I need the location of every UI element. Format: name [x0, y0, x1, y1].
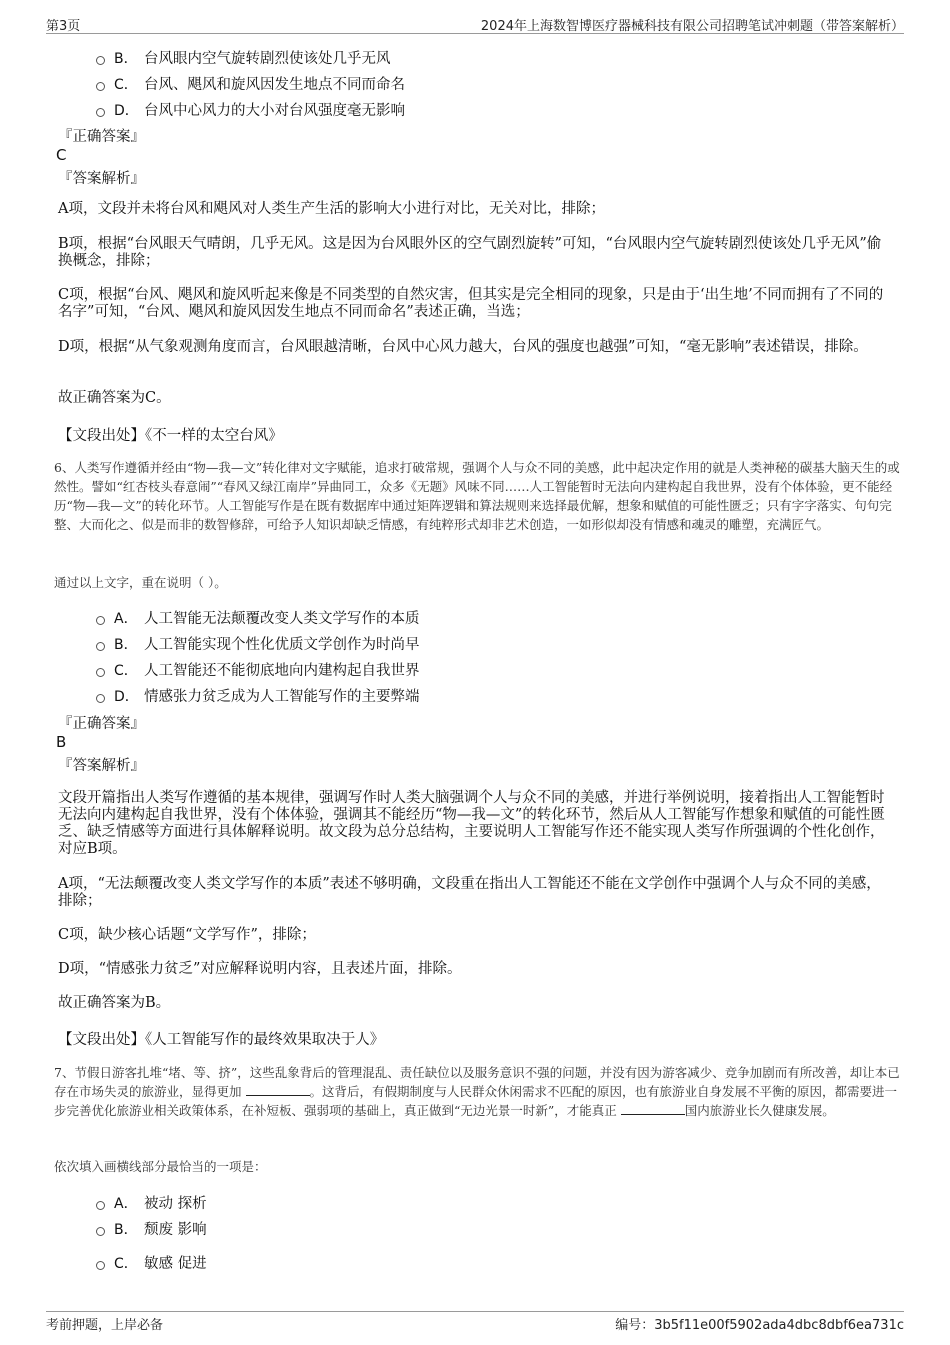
q7-stem-part2: 。这背后，有假期制度与人民群众休闲需求不匹配的原因，也有旅游业自身发展不平衡的原因，都需要进一步完善优化旅游业相关政策体系，在补短板、强弱项的基础上，真正做到“无边光景一时新”，才能真正: [54, 1084, 898, 1118]
fill-blank-1[interactable]: [246, 1083, 310, 1096]
page-number: 第3页: [46, 19, 81, 34]
option-letter: A．: [114, 610, 138, 627]
q6-option-d[interactable]: [96, 685, 420, 706]
option-letter: B．: [114, 636, 138, 653]
q5-option-d[interactable]: [96, 99, 405, 120]
radio-icon[interactable]: [96, 82, 105, 91]
q6-option-a[interactable]: [96, 607, 420, 628]
q5-analysis-a: A项，文段并未将台风和飓风对人类生产生活的影响大小进行对比，无关对比，排除；: [58, 201, 605, 217]
option-text: 被动 探析: [144, 1196, 207, 1212]
q6-analysis-a: A项，“无法颠覆改变人类文学写作的本质”表述不够明确，文段重在指出人工智能还不能在文学创作中强调个人与众不同的美感，排除；: [58, 876, 881, 909]
q6-source: 【文段出处】《人工智能写作的最终效果取决于人》: [58, 1032, 385, 1048]
q7-stem-part1: 7、节假日游客扎堆“堵、等、挤”，这些乱象背后的管理混乱、责任缺位以及服务意识不强的问题，并没有因为游客减少、竞争加剧而有所改善，却让本已存在市场失灵的旅游业，显得更加: [54, 1065, 900, 1099]
option-text: 人工智能还不能彻底地向内建构起自我世界: [144, 663, 420, 679]
option-text: 人工智能无法颠覆改变人类文学写作的本质: [144, 611, 420, 627]
option-letter: B．: [114, 1221, 138, 1238]
q6-prompt: 通过以上文字，重在说明（ ）。: [54, 575, 227, 590]
q7-prompt: 依次填入画横线部分最恰当的一项是：: [54, 1159, 267, 1174]
radio-icon[interactable]: [96, 56, 105, 65]
radio-icon[interactable]: [96, 108, 105, 117]
q5-answer: C: [56, 146, 67, 164]
option-text: 情感张力贫乏成为人工智能写作的主要弊端: [144, 689, 420, 705]
q5-source: 【文段出处】《不一样的太空台风》: [58, 428, 283, 444]
q5-analysis-c: C项，根据“台风、飓风和旋风听起来像是不同类型的自然灾害，但其实是完全相同的现象，只是由于‘出生地’不同而拥有了不同的名字”可知，“台风、飓风和旋风因发生地点不同而命名”表述正确，当选；: [58, 287, 884, 320]
radio-icon[interactable]: [96, 1201, 105, 1210]
q5-analysis-d: D项，根据“从气象观测角度而言，台风眼越清晰，台风中心风力越大，台风的强度也越强”可知，“毫无影响”表述错误，排除。: [58, 339, 868, 355]
option-letter: C．: [114, 76, 138, 93]
q6-conclusion: 故正确答案为B。: [58, 995, 171, 1011]
q6-stem: 6、人类写作遵循并经由“物—我—文”转化律对文字赋能，追求打破常规，强调个人与众不同的美感，此中起决定作用的就是人类神秘的碳基大脑天生的或然性。譬如“红杏枝头春意闹”“春风又绿江南岸”异曲同工，众多《无题》风味不同……人工智能暂时无法向内建构起自我世界，没有个体体验，更不能经历“物—我—文”的转化环节。人工智能写作是在既有数据库中通过矩阵逻辑和算法规则来选择最优解，想象和赋值的可能性匮乏；只有字字落实、句句完整、大而化之、似是而非的数智修辞，可给予人知识却缺乏情感，有纯粹形式却非艺术创造，一如形似却没有情感和魂灵的雕塑，充满匠气。: [54, 460, 900, 532]
radio-icon[interactable]: [96, 642, 105, 651]
option-letter: C．: [114, 662, 138, 679]
option-letter: D．: [114, 688, 139, 705]
option-letter: D．: [114, 102, 139, 119]
footer-slogan: 考前押题，上岸必备: [46, 1318, 164, 1333]
radio-icon[interactable]: [96, 694, 105, 703]
q6-analysis-label: 『答案解析』: [58, 758, 145, 774]
fill-blank-2[interactable]: [621, 1102, 685, 1115]
option-letter: B．: [114, 50, 138, 67]
q7-option-a[interactable]: [96, 1192, 207, 1213]
option-text: 台风中心风力的大小对台风强度毫无影响: [144, 103, 405, 119]
q5-answer-label: 『正确答案』: [58, 129, 145, 145]
q6-analysis-c: C项，缺少核心话题“文学写作”，排除；: [58, 927, 316, 943]
option-letter: C．: [114, 1255, 138, 1272]
q7-option-c[interactable]: [96, 1252, 207, 1273]
radio-icon[interactable]: [96, 1261, 105, 1270]
q5-option-c[interactable]: [96, 73, 405, 94]
q7-stem: [54, 1063, 900, 1120]
document-id: 编号：3b5f11e00f5902ada4dbc8dbf6ea731c: [615, 1318, 904, 1333]
q7-option-b[interactable]: [96, 1218, 207, 1239]
option-text: 颓废 影响: [144, 1222, 207, 1238]
option-text: 敏感 促进: [144, 1256, 207, 1272]
q6-answer-label: 『正确答案』: [58, 716, 145, 732]
q6-analysis-main: 文段开篇指出人类写作遵循的基本规律，强调写作时人类大脑强调个人与众不同的美感，并进行举例说明，接着指出人工智能暂时无法向内建构起自我世界，没有个体体验，强调其不能经历“物—我—文”的转化环节，然后从人工智能写作想象和赋值的可能性匮乏、缺乏情感等方面进行具体解释说明。故文段为总分总结构，主要说明人工智能写作还不能实现人类写作所强调的个性化创作，对应B项。: [58, 790, 885, 857]
q6-answer: B: [56, 733, 67, 751]
q6-analysis-d: D项，“情感张力贫乏”对应解释说明内容，且表述片面，排除。: [58, 961, 462, 977]
option-text: 台风眼内空气旋转剧烈使该处几乎无风: [144, 51, 391, 67]
header-divider: [46, 33, 904, 34]
option-text: 台风、飓风和旋风因发生地点不同而命名: [144, 77, 405, 93]
q5-conclusion: 故正确答案为C。: [58, 390, 171, 406]
radio-icon[interactable]: [96, 616, 105, 625]
option-text: 人工智能实现个性化优质文学创作为时尚早: [144, 637, 420, 653]
option-letter: A．: [114, 1195, 138, 1212]
document-title: 2024年上海数智博医疗器械科技有限公司招聘笔试冲刺题（带答案解析）: [480, 19, 904, 34]
radio-icon[interactable]: [96, 1227, 105, 1236]
q5-analysis-b: B项，根据“台风眼天气晴朗，几乎无风。这是因为台风眼外区的空气剧烈旋转”可知，“台风眼内空气旋转剧烈使该处几乎无风”偷换概念，排除；: [58, 236, 882, 269]
q6-option-c[interactable]: [96, 659, 420, 680]
q5-analysis-label: 『答案解析』: [58, 171, 145, 187]
q7-stem-part3: 国内旅游业长久健康发展。: [684, 1103, 835, 1118]
footer-divider: [46, 1311, 904, 1312]
q5-option-b[interactable]: [96, 47, 391, 68]
radio-icon[interactable]: [96, 668, 105, 677]
q6-option-b[interactable]: [96, 633, 420, 654]
